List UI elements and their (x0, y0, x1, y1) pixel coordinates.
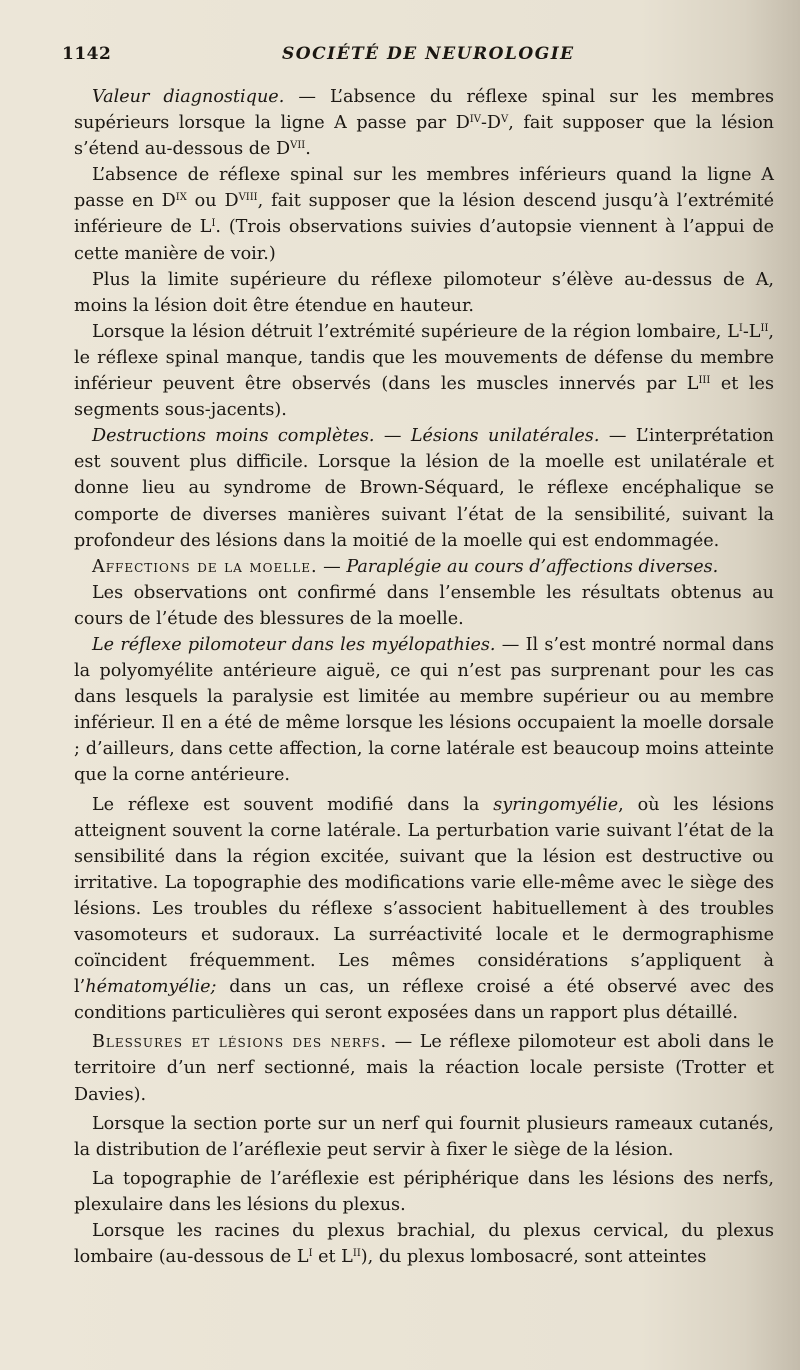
section-heading: Destructions moins complètes. (92, 426, 375, 447)
section-heading: Le réflexe pilomoteur dans les myélopathies. (92, 634, 496, 655)
paragraph-syringomyelie: Le réflexe est souvent modifié dans la syringomyélie, où les lésions atteignent souvent la corne latérale. La perturbation varie suivant l’état de la sensibilité dans la région excitée, suivant que la lésion est destructive ou irritative. La topographie des modifications varie elle-même avec le siège des lésions. Les troubles du réflexe s’associent habituellement à des troubles vasomoteurs et sudoraux. La surréactivité locale et le dermographisme coïncident fréquemment. Les mêmes considérations s’appliquent à l’hématomyélie; dans un cas, un réflexe croisé a été observé avec des conditions particulières qui seront exposées dans un rapport plus détaillé. (74, 794, 774, 1024)
section-subheading: Paraplégie au cours d’affections diverses. (346, 556, 719, 577)
paragraph-membres-inferieurs: L’absence de réflexe spinal sur les membres inférieurs quand la ligne A passe en $D^{IX}$ ou $D^{VIII}$, fait supposer que la lésion descend jusqu’à l’extrémité inférieure de $L^I$. (Trois observations suivies d’autopsie viennent à l’appui de cette manière de voir.) (74, 165, 775, 264)
paragraph-racines-plexus: Lorsque les racines du plexus brachial, du plexus cervical, du plexus lombaire (au-dessous de $L^I$ et $L^{II}$), du plexus lombosacré, sont atteintes (74, 1221, 774, 1268)
section-heading: Affections de la moelle. (92, 556, 318, 577)
page-number: 1142 (62, 44, 112, 64)
section-heading: Blessures et lésions des nerfs. (92, 1032, 388, 1053)
paragraph-myelopathies: Le réflexe pilomoteur dans les myélopathies. — Il s’est montré normal dans la polyomyélite antérieure aiguë, ce qui n’est pas surprenant pour les cas dans lesquels la paralysie est limitée au membre supérieur ou au membre inférieur. Il en a été de même lorsque les lésions occupaient la moelle dorsale ; d’ailleurs, dans cette affection, la corne latérale est beaucoup moins atteinte que la corne antérieure. (74, 634, 774, 786)
paragraph-topographie: La topographie de l’aréflexie est périphérique dans les lésions des nerfs, plexulaire dans les lésions du plexus. (74, 1168, 774, 1215)
paragraph-destructions: Destructions moins complètes. — Lésions unilatérales. — L’interprétation est souvent plus difficile. Lorsque la lésion de la moelle est unilatérale et donne lieu au syndrome de Brown-Séquard, le réflexe encéphalique se comporte de diverses manières suivant l’état de la sensibilité, suivant la profondeur des lésions dans la moitié de la moelle qui est endommagée. (74, 426, 775, 551)
page-header (62, 44, 760, 70)
paragraph-observations: Les observations ont confirmé dans l’ensemble les résultats obtenus au cours de l’étude des blessures de la moelle. (74, 582, 774, 629)
body-text (74, 84, 774, 1270)
section-subheading: Lésions unilatérales. (410, 426, 600, 447)
paragraph-region-lombaire: Lorsque la lésion détruit l’extrémité supérieure de la région lombaire, $L^I-L^{II}$, le réflexe spinal manque, tandis que les mouvements de défense du membre inférieur peuvent être observés (dans les muscles innervés par $L^{III}$ et les segments sous-jacents). (74, 321, 774, 421)
paragraph-section-nerf: Lorsque la section porte sur un nerf qui fournit plusieurs rameaux cutanés, la distribution de l’aréflexie peut servir à fixer le siège de la lésion. (74, 1113, 774, 1160)
paragraph-limite-superieure: Plus la limite supérieure du réflexe pilomoteur s’élève au-dessus de A, moins la lésion doit être étendue en hauteur. (74, 269, 774, 316)
paragraph-affections-moelle: Affections de la moelle. — Paraplégie au cours d’affections diverses. (92, 556, 719, 577)
paragraph-valeur-diagnostique: Valeur diagnostique. — L’absence du réflexe spinal sur les membres supérieurs lorsque la ligne A passe par $D^{IV}-D^V$, fait supposer que la lésion s’étend au-dessous de $D^{VII}$. (74, 87, 775, 160)
running-title: SOCIÉTÉ DE NEUROLOGIE (282, 44, 575, 64)
paragraph-blessures-nerfs: Blessures et lésions des nerfs. — Le réflexe pilomoteur est aboli dans le territoire d’un nerf sectionné, mais la réaction locale persiste (Trotter et Davies). (74, 1032, 774, 1105)
section-heading: Valeur diagnostique. (92, 87, 285, 107)
